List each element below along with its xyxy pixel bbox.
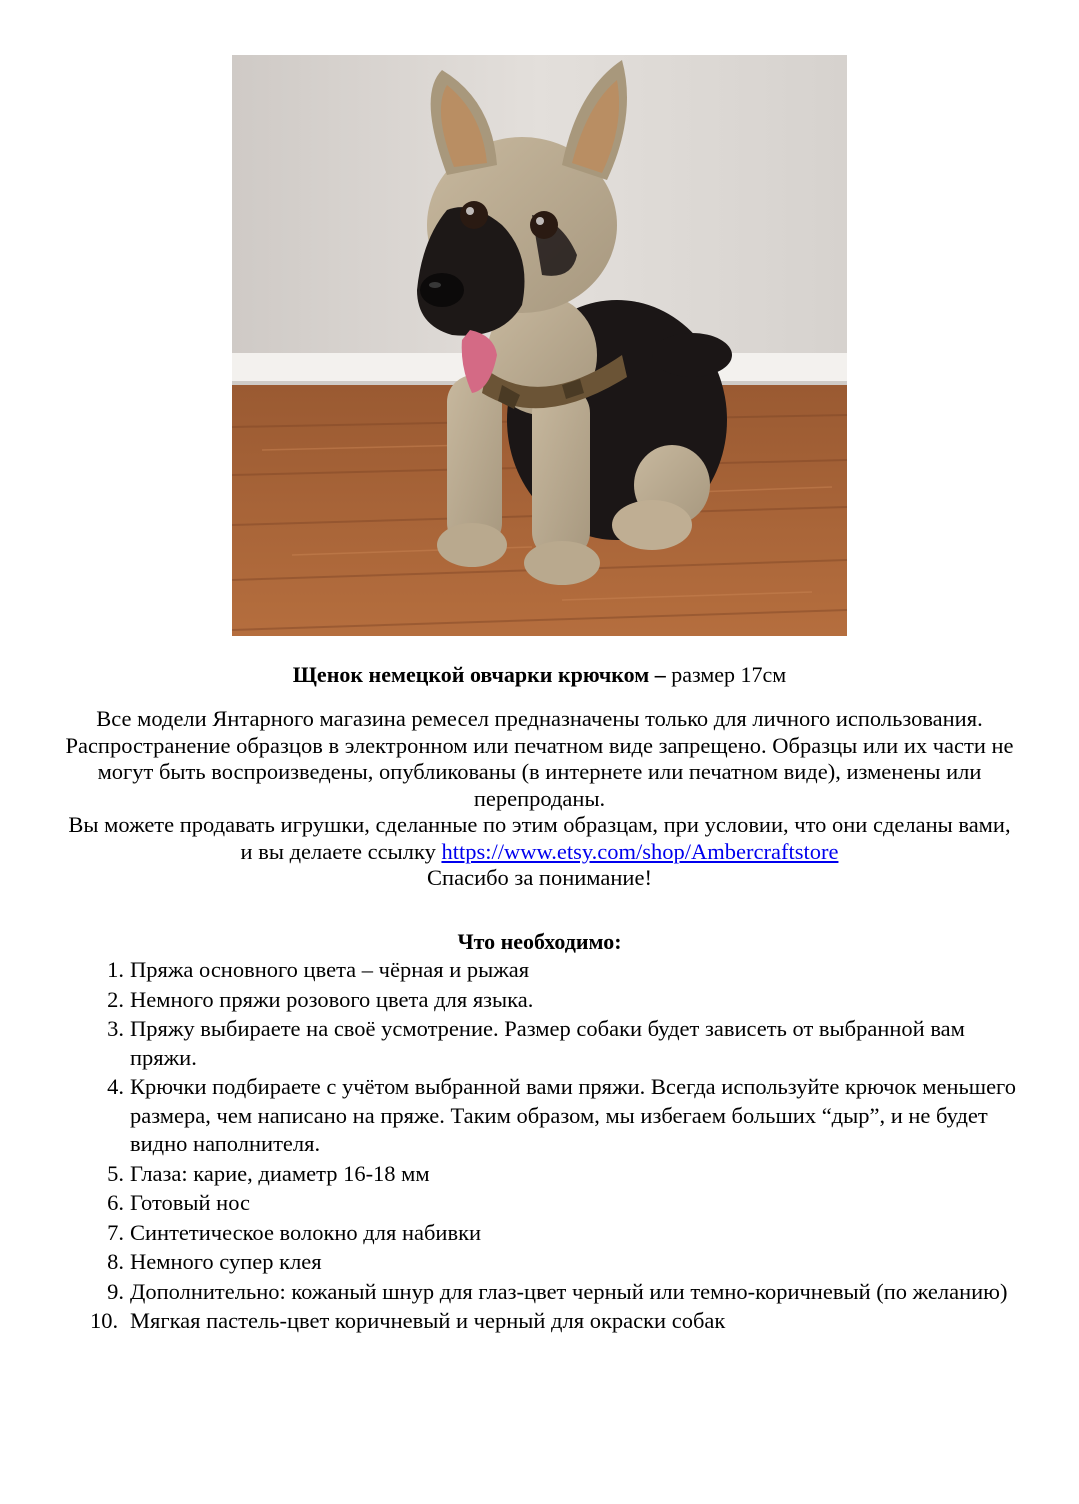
notice-text-2: Вы можете продавать игрушки, сделанные по этим образцам, при условии, что они сделаны вами, и вы делаете ссылку — [68, 812, 1011, 864]
list-number: 3. — [107, 1016, 124, 1041]
list-item — [90, 1307, 1030, 1336]
list-item-text: Готовый нос — [130, 1190, 251, 1215]
list-number: 1. — [107, 957, 124, 982]
list-number: 5. — [107, 1160, 124, 1186]
copyright-notice — [60, 706, 1019, 892]
puppy-illustration — [232, 55, 847, 636]
list-item — [107, 956, 1030, 985]
list-number: 9. — [107, 1278, 124, 1304]
list-item — [107, 1189, 1030, 1218]
title-bold: Щенок немецкой овчарки крючком – — [292, 662, 666, 687]
notice-thanks: Спасибо за понимание! — [427, 865, 652, 890]
materials-list — [90, 956, 1030, 1337]
list-item — [107, 1278, 1030, 1307]
list-item-text: Синтетическое волокно для набивки — [130, 1219, 482, 1245]
list-number: 7. — [107, 1219, 124, 1245]
list-number: 10. — [90, 1308, 119, 1333]
list-item — [107, 1160, 1030, 1189]
materials-heading: Что необходимо: — [457, 929, 622, 954]
list-item — [107, 1248, 1030, 1277]
puppy-photo — [232, 55, 847, 636]
list-item-text: Дополнительно: кожаный шнур для глаз-цвет черный или темно-коричневый (по желанию) — [130, 1278, 1008, 1304]
list-item — [107, 1015, 1030, 1072]
list-item-text: Немного супер клея — [130, 1249, 322, 1274]
list-item-text: Пряжу выбираете на своё усмотрение. Размер собаки будет зависеть от выбранной вам пряжи. — [130, 1016, 965, 1070]
list-number: 6. — [107, 1190, 124, 1215]
notice-paragraph-1: Все модели Янтарного магазина ремесел предназначены только для личного использования. Распространение образцов в электронном или печатном виде запрещено. Образцы или их части не могут быть воспроизведены, опубликованы (в интернете или печатном виде), изменены или перепроданы. — [65, 706, 1014, 811]
pattern-title — [0, 661, 1079, 689]
list-item — [107, 1219, 1030, 1248]
title-size: размер 17см — [665, 662, 787, 687]
notice-paragraph-2 — [60, 812, 1019, 865]
list-item-text: Немного пряжи розового цвета для языка. — [130, 986, 534, 1012]
list-item-text: Пряжа основного цвета – чёрная и рыжая — [130, 957, 530, 982]
list-number: 4. — [107, 1074, 124, 1099]
list-item — [107, 986, 1030, 1015]
etsy-shop-link[interactable]: https://www.etsy.com/shop/Ambercraftstore — [441, 838, 839, 864]
list-item-text: Крючки подбираете с учётом выбранной вами пряжи. Всегда используйте крючок меньшего размера, чем написано на пряже. Таким образом, мы избегаем больших “дыр”, и не будет видно наполнителя. — [130, 1074, 1016, 1156]
list-item-text: Глаза: карие, диаметр 16-18 мм — [130, 1160, 430, 1186]
list-number: 2. — [107, 986, 124, 1012]
list-item-text: Мягкая пастель-цвет коричневый и черный для окраски собак — [130, 1308, 726, 1333]
list-item — [107, 1073, 1030, 1159]
list-number: 8. — [107, 1249, 124, 1274]
